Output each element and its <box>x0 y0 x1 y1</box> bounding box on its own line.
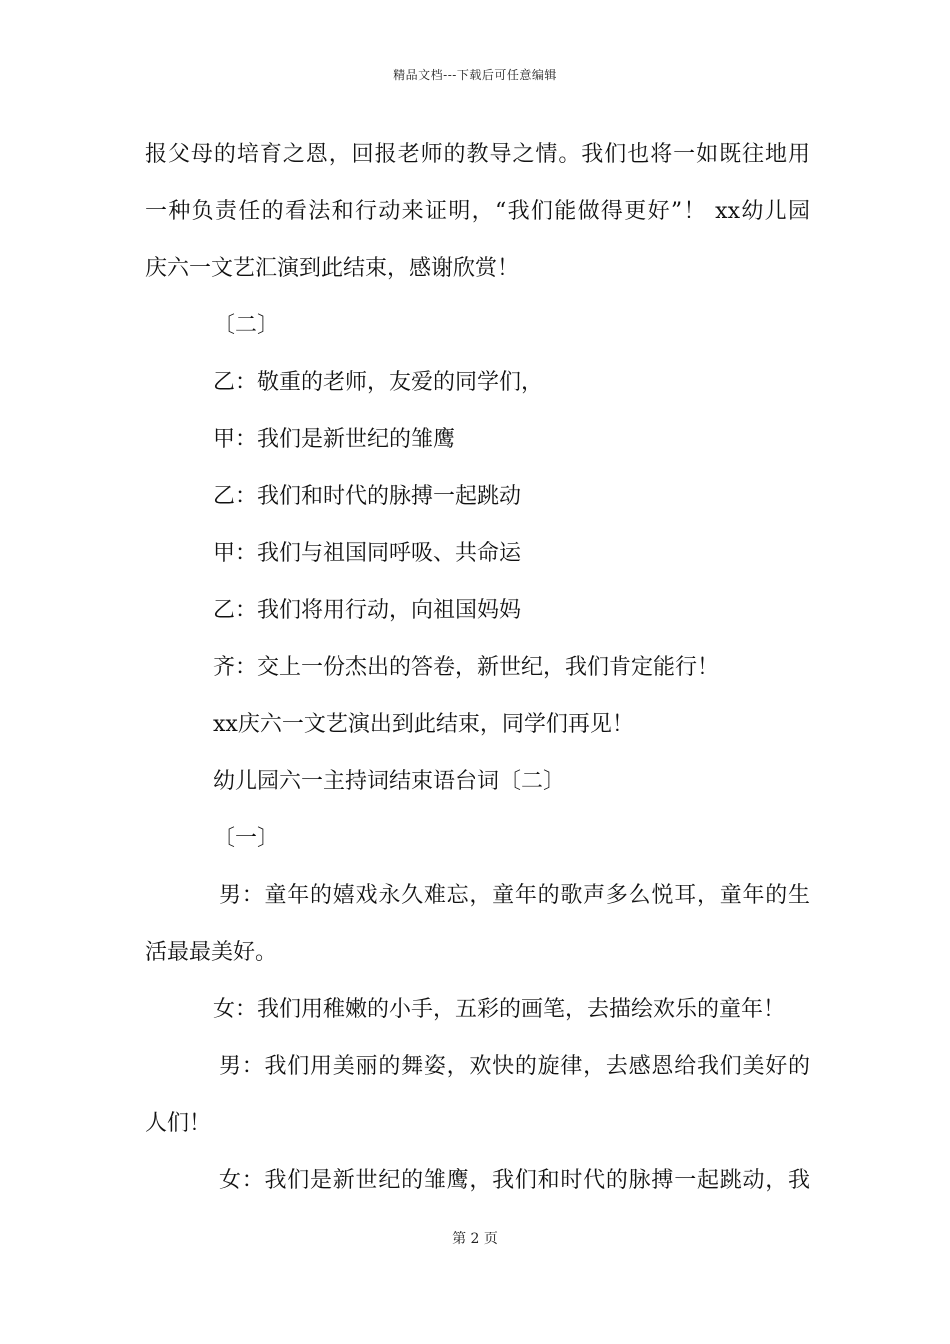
dialogue-line: 齐：交上一份杰出的答卷，新世纪，我们肯定能行！ <box>213 655 720 680</box>
dialogue-line: 女：我们用稚嫩的小手，五彩的画笔，去描绘欢乐的童年！ <box>213 997 786 1022</box>
dialogue-line: 乙：我们和时代的脉搏一起跳动 <box>213 484 522 509</box>
dialogue-line: 乙：敬重的老师，友爱的同学们， <box>213 370 544 395</box>
dialogue-line: 女：我们是新世纪的雏鹰，我们和时代的脉搏一起跳动，我 <box>219 1168 810 1193</box>
document-body <box>145 136 810 1219</box>
section-title: 幼儿园六一主持词结束语台词〔二〕 <box>213 769 566 794</box>
dialogue-line: 男：我们用美丽的舞姿，欢快的旋律，去感恩给我们美好的 <box>219 1054 810 1079</box>
dialogue-line: 活最最美好。 <box>145 940 278 965</box>
page-number: 第 2 页 <box>452 1231 498 1247</box>
paragraph-line: 一种负责任的看法和行动来证明，“我们能做得更好”！ xx幼儿园 <box>145 199 810 224</box>
dialogue-line: 乙：我们将用行动，向祖国妈妈 <box>213 598 522 623</box>
section-marker: 〔二〕 <box>213 313 280 338</box>
paragraph-line: 报父母的培育之恩，回报老师的教导之情。我们也将一如既往地用 <box>145 142 810 167</box>
dialogue-line: 甲：我们是新世纪的雏鹰 <box>213 427 456 452</box>
dialogue-line: 甲：我们与祖国同呼吸、共命运 <box>213 541 522 566</box>
paragraph-line: xx庆六一文艺演出到此结束，同学们再见！ <box>213 712 634 737</box>
page-header: 精品文档---下载后可任意编辑 <box>393 68 557 82</box>
dialogue-line: 男：童年的嬉戏永久难忘，童年的歌声多么悦耳，童年的生 <box>219 883 810 908</box>
paragraph-line: 庆六一文艺汇演到此结束，感谢欣赏！ <box>145 256 520 281</box>
dialogue-line: 人们！ <box>145 1111 212 1136</box>
section-marker: 〔一〕 <box>213 826 280 851</box>
